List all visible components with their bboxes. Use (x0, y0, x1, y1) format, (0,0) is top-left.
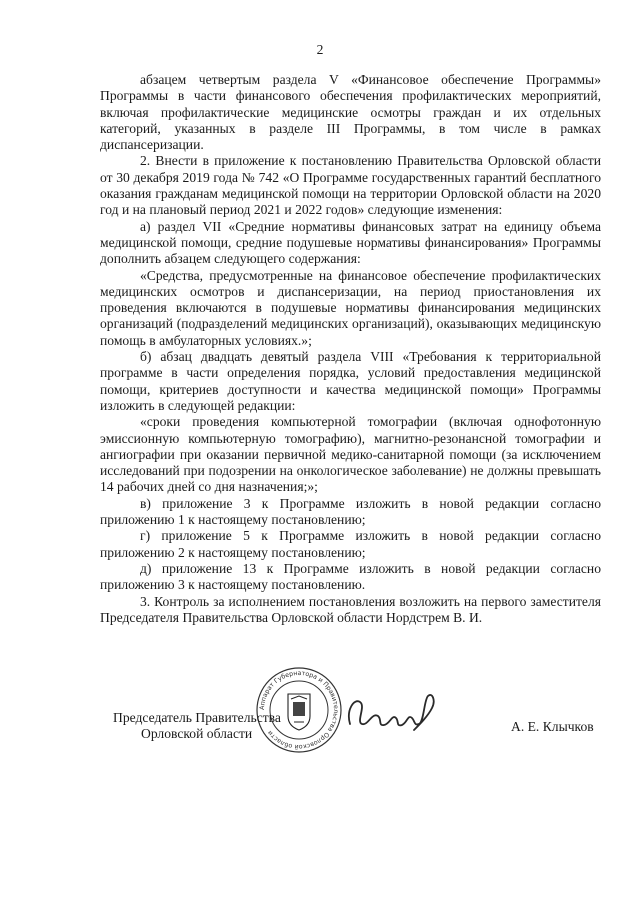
paragraph-subitem-v: в) приложение 3 к Программе изложить в новой редакции согласно приложению 1 к настоящему постановлению; (100, 495, 601, 528)
paragraph-quote-funds: «Средства, предусмотренные на финансовое обеспечение профилактических медицинских осмотров и диспансеризации, на период приостановления их проведения включаются в подушевые нормативы финансирования медицинских организаций (подразделений медицинских организаций), оказывающих медицинскую помощь в амбулаторных условиях.»; (100, 267, 601, 348)
svg-text:Аппарат Губернатора и Правител: Аппарат Губернатора и Правительства Орловской области (258, 669, 340, 751)
page-number: 2 (316, 42, 324, 57)
handwritten-signature-icon (344, 690, 440, 736)
paragraph-subitem-b: б) абзац двадцать девятый раздела VIII «Требования к территориальной программе в части определения порядка, условий предоставления медицинской помощи, критериев доступности и качества медицинской помощи» Программы изложить в следующей редакции: (100, 349, 601, 413)
paragraph-quote-terms: «сроки проведения компьютерной томографии (включая однофотонную эмиссионную компьютерную томографию), магнитно-резонансной томографии и ангиографии при оказании первичной медико-санитарной помощи (за исключением исследований при подозрении на онкологическое заболевание) не должны превышать 14 рабочих дней со дня назначения;»; (100, 414, 601, 495)
paragraph-item-3: 3. Контроль за исполнением постановления возложить на первого заместителя Председателя Правительства Орловской области Нордстрем В. И. (100, 593, 601, 625)
paragraph-subitem-g: г) приложение 5 к Программе изложить в новой редакции согласно приложению 2 к настоящему постановлению; (100, 528, 601, 560)
paragraph-subitem-d: д) приложение 13 к Программе изложить в новой редакции согласно приложению 3 к настоящему постановлению. (100, 560, 601, 593)
signatory-title-line2: Орловской области (141, 726, 253, 741)
paragraph-item-2: 2. Внести в приложение к постановлению Правительства Орловской области от 30 декабря 2019 года № 742 «О Программе государственных гарантий бесплатного оказания гражданам медицинской помощи на территории Орловской области на 2020 год и на плановый период 2021 и 2022 годов» следующие изменения: (100, 153, 601, 218)
paragraph-continuation: абзацем четвертым раздела V «Финансовое обеспечение Программы» Программы в части финансового обеспечения профилактических мероприятий, включая профилактические медицинские осмотры граждан и их отдельных категорий, указанных в разделе III Программы, в том числе в рамках диспансеризации. (100, 72, 601, 153)
signatory-name: А. Е. Клычков (511, 719, 594, 734)
paragraph-subitem-a: а) раздел VII «Средние нормативы финансовых затрат на единицу объема медицинской помощи, средние подушевые нормативы финансирования» Программы дополнить абзацем следующего содержания: (100, 218, 601, 267)
signatory-title-line1: Председатель Правительства (113, 710, 281, 725)
